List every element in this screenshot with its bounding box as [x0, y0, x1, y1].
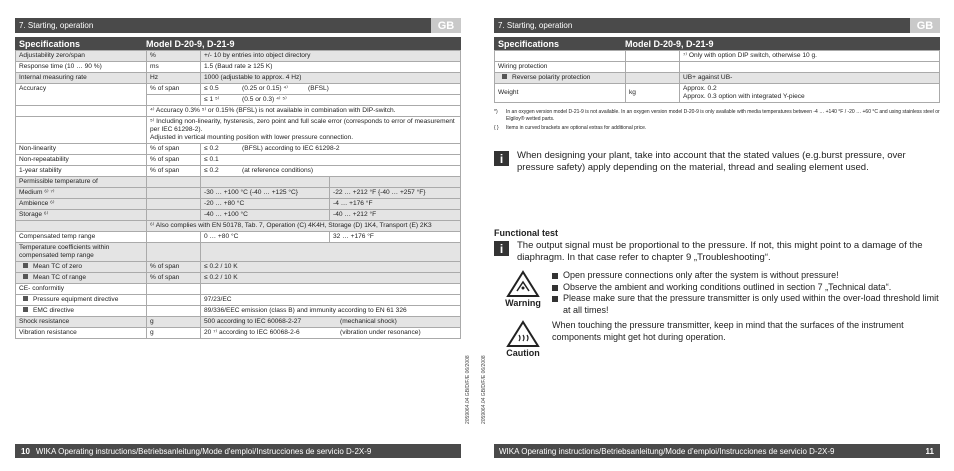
functional-test-title: Functional test — [494, 228, 559, 238]
table-row: ⁶⁾ Also complies with EN 50178, Tab. 7, Operation (C) 4K4H, Storage (D) 1K4, Transport (E) 2K3 — [16, 221, 461, 232]
document-code: 2059064.04 GB/D/F/E 06/2008 — [465, 355, 471, 424]
list-item: Please make sure that the pressure transmitter is only used within the over-load threshold limit at all times! — [552, 293, 940, 316]
table-row: 1-year stability % of span ≤ 0.2 (at reference conditions) — [16, 166, 461, 177]
spec-table — [15, 50, 461, 339]
footer-text: WIKA Operating instructions/Betriebsanleitung/Mode d'emploi/Instrucciones de servicio D-2X-9 — [35, 446, 372, 456]
section-title: 7. Starting, operation — [19, 21, 94, 30]
spec-table — [494, 50, 940, 103]
table-row: Weight kg Approx. 0.2 Approx. 0.3 option with integrated Y-piece — [495, 84, 940, 103]
info-note: i When designing your plant, take into account that the stated values (e.g.burst pressure, over pressure safety) apply depending on the material, thread and sealing element used. — [494, 150, 940, 174]
table-row: Non-repeatability % of span ≤ 0.1 — [16, 155, 461, 166]
table-row: Adjustability zero/span % +/- 10 by entries into object directory — [16, 51, 461, 62]
warning-label: Warning — [505, 298, 541, 308]
table-row: ⁷⁾ Only with option DIP switch, otherwise 10 g. — [495, 51, 940, 62]
list-item: Open pressure connections only after the system is without pressure! — [552, 270, 940, 282]
table-row: Shock resistance g 500 according to IEC 60068-2-27 (mechanical shock) — [16, 317, 461, 328]
table-row: Reverse polarity protection UB+ against UB- — [495, 73, 940, 84]
table-row: ≤ 1 ⁵⁾ (0.5 or 0.3) ⁴⁾ ⁵⁾ — [16, 95, 461, 106]
bullet-icon — [502, 74, 507, 79]
bullet-icon — [23, 263, 28, 268]
hot-surface-icon — [506, 320, 540, 348]
right-page — [494, 18, 940, 458]
language-badge: GB — [431, 18, 461, 33]
page-number: 11 — [925, 446, 934, 456]
section-title: 7. Starting, operation — [498, 21, 573, 30]
section-bar — [494, 18, 940, 33]
bullet-icon — [23, 296, 28, 301]
table-row: Response time (10 … 90 %) ms 1.5 (Baud rate ≥ 125 K) — [16, 62, 461, 73]
table-row: Permissible temperature of — [16, 177, 461, 188]
table-row: Pressure equipment directive 97/23/EC — [16, 295, 461, 306]
model-label: Model D-20-9, D-21-9 — [146, 38, 235, 49]
table-row: Mean TC of zero % of span ≤ 0.2 / 10 K — [16, 262, 461, 273]
section-bar — [15, 18, 461, 33]
table-row: ⁴⁾ Accuracy 0.3% ⁵⁾ or 0.15% (BFSL) is not available in combination with DIP-switch. — [16, 106, 461, 117]
table-row: Compensated temp range 0 … +80 °C 32 … +176 °F — [16, 232, 461, 243]
page-footer — [15, 444, 461, 458]
table-row: Non-linearity % of span ≤ 0.2 (BFSL) according to IEC 61298-2 — [16, 144, 461, 155]
language-badge: GB — [910, 18, 940, 33]
info-icon: i — [494, 241, 509, 256]
page-footer — [494, 444, 940, 458]
list-item: Observe the ambient and working conditions outlined in section 7 „Technical data“. — [552, 282, 940, 294]
info-icon: i — [494, 151, 509, 166]
table-row: Vibration resistance g 20 ⁷⁾ according to IEC 60068-2-6 (vibration under resonance) — [16, 328, 461, 339]
warning-triangle-icon — [506, 270, 540, 298]
spec-label: Specifications — [19, 38, 81, 49]
spec-header — [494, 37, 940, 50]
table-row: Storage ⁶⁾ -40 … +100 °C -40 … +212 °F — [16, 210, 461, 221]
info-note: i The output signal must be proportional to the pressure. If not, this might point to a damage of the diaphragm. In that case refer to chapter 9 „Troubleshooting“. — [494, 240, 940, 264]
page-number: 10 — [21, 446, 30, 456]
table-row: ⁵⁾ Including non-linearity, hysteresis, zero point and full scale error (corresponds to error of measurement per IEC 61298-2). Adjusted in vertical mounting position with lower pressure connection. — [16, 117, 461, 144]
model-label: Model D-20-9, D-21-9 — [625, 38, 714, 49]
spec-label: Specifications — [498, 38, 560, 49]
document-code: 2059064.04 GB/D/F/E 06/2008 — [481, 355, 487, 424]
table-row: Wiring protection — [495, 62, 940, 73]
caution-label: Caution — [506, 348, 540, 358]
footer-text: WIKA Operating instructions/Betriebsanleitung/Mode d'emploi/Instrucciones de servicio D-2X-9 — [499, 446, 835, 456]
table-row: Ambience ⁶⁾ -20 … +80 °C -4 … +176 °F — [16, 199, 461, 210]
bullet-icon — [23, 307, 28, 312]
spec-header — [15, 37, 461, 50]
table-row: EMC directive 89/336/EEC emission (class B) and immunity according to EN 61 326 — [16, 306, 461, 317]
table-row: Accuracy % of span ≤ 0.5 (0.25 or 0.15) ⁴⁾ (BFSL) — [16, 84, 461, 95]
footnotes: *) In an oxygen version model D-21-9 is not available. In an oxygen version model D-20-9 is only available with media temperatures between -4 … +140 °F / -20 … +60 °C and using stainless steel or Elgiloy® wetted parts. { } Items in curved brackets are optional extras for additional price. — [494, 109, 940, 131]
warning-block — [494, 270, 940, 316]
table-row: CE- conformitiy — [16, 284, 461, 295]
table-row: Mean TC of range % of span ≤ 0.2 / 10 K — [16, 273, 461, 284]
caution-block: Caution When touching the pressure transmitter, keep in mind that the surfaces of the instrument components might get hot during operation. — [506, 320, 904, 358]
table-row: Internal measuring rate Hz 1000 (adjustable to approx. 4 Hz) — [16, 73, 461, 84]
left-page — [15, 18, 461, 458]
table-row: Temperature coefficients within compensated temp range — [16, 243, 461, 262]
bullet-icon — [23, 274, 28, 279]
table-row: Medium ⁶⁾ ⁷⁾ -30 … +100 °C {-40 … +125 °C} -22 … +212 °F {-40 … +257 °F} — [16, 188, 461, 199]
